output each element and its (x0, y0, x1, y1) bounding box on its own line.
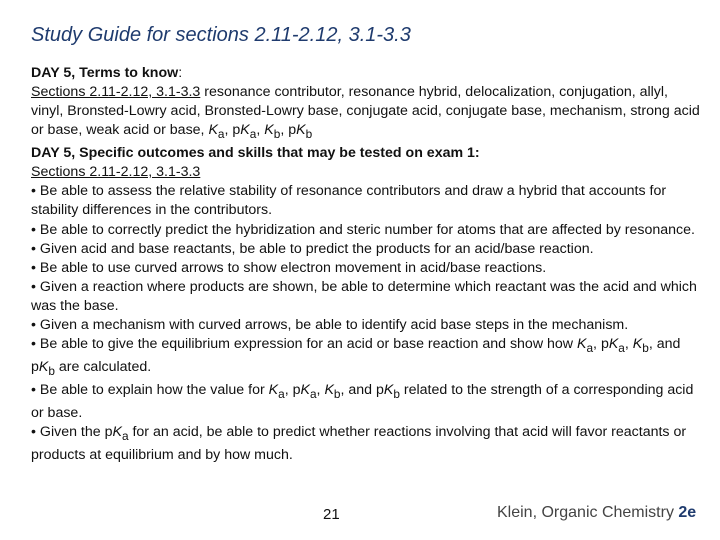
outcome-bullet-6: • Given a mechanism with curved arrows, be able to identify acid base steps in the mechanism. (31, 317, 629, 334)
terms-list: Sections 2.11-2.12, 3.1-3.3 resonance contributor, resonance hybrid, delocalization, conjugation, allyl, vinyl, Bronsted-Lowry acid, Bronsted-Lowry base, conjugate acid, conjugate base, mechanism, strong acid or base, weak acid or base, $K_a$, $pK_a$, $K_b$, $pK_b$ (31, 84, 700, 142)
outcome-bullet-3: • Given acid and base reactants, be able to predict the products for an acid/base reaction. (31, 240, 594, 257)
terms-heading-text: DAY 5, Terms to know (31, 65, 179, 81)
terms-heading: DAY 5, Terms to know: (31, 65, 183, 81)
outcomes-heading: DAY 5, Specific outcomes and skills that may be tested on exam 1: (31, 145, 480, 162)
outcome-bullet-9: • Given the $pK_a$ for an acid, be able to predict whether reactions involving that acid will favor reactants or products at equilibrium and by how much. (31, 424, 687, 463)
footer-edition: 2e (678, 504, 697, 521)
outcome-bullet-4: • Be able to use curved arrows to show electron movement in acid/base reactions. (31, 259, 547, 276)
study-guide-body (31, 64, 703, 465)
outcome-bullet-2: • Be able to correctly predict the hybridization and steric number for atoms that are affected by resonance. (31, 221, 695, 238)
page-title: Study Guide for sections 2.11-2.12, 3.1-3.3 (31, 24, 411, 46)
outcome-bullet-1: • Be able to assess the relative stability of resonance contributors and draw a hybrid that accounts for stability differences in the contributors. (31, 183, 667, 219)
footer-book-title: Klein, Organic Chemistry (497, 504, 674, 521)
outcome-bullet-7: • Be able to give the equilibrium expression for an acid or base reaction and show how $K_a$, $pK_a$, $K_b$, and $pK_b$ are calculated. (31, 336, 681, 378)
terms-sections-label: Sections 2.11-2.12, 3.1-3.3 (31, 84, 201, 101)
outcomes-sections-label: Sections 2.11-2.12, 3.1-3.3 (31, 164, 201, 181)
outcome-bullet-5: • Given a reaction where products are shown, be able to determine which reactant was the acid and which was the base. (31, 278, 697, 314)
footer-credit (497, 504, 696, 522)
page-number: 21 (323, 506, 340, 523)
outcome-bullet-8: • Be able to explain how the value for $K_a$, $pK_a$, $K_b$, and $pK_b$ related to the strength of a corresponding acid or base. (31, 381, 694, 421)
